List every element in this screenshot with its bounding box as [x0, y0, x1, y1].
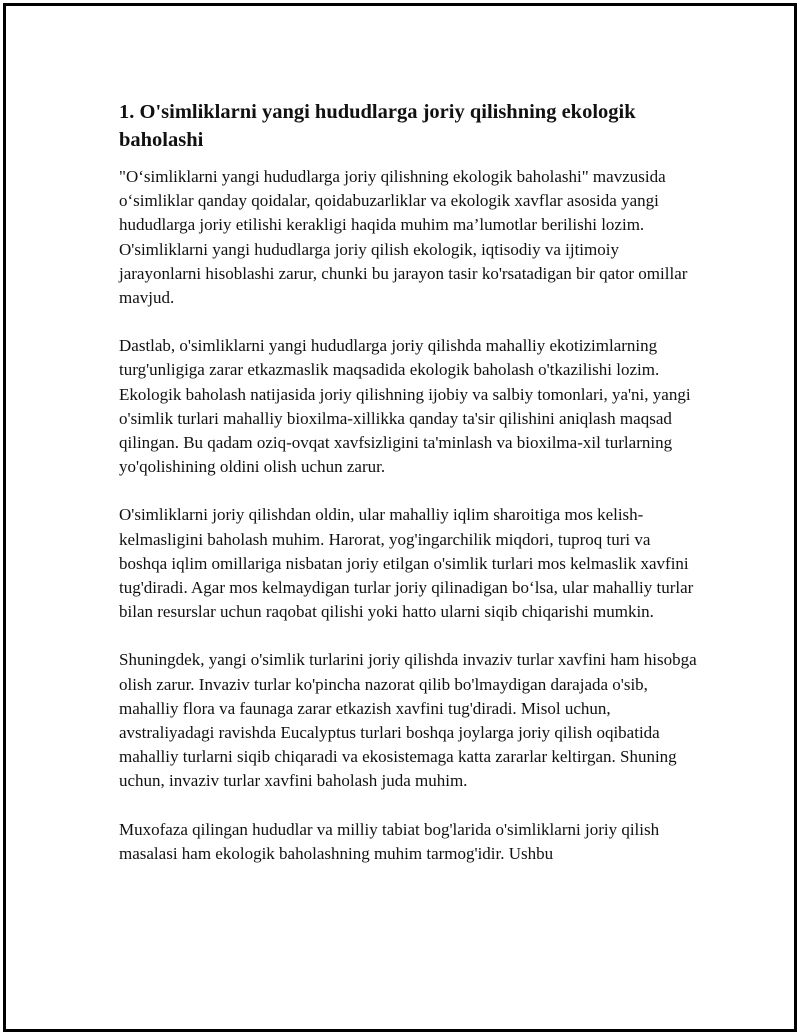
document-body: [119, 98, 699, 890]
paragraph-intro: "O‘simliklarni yangi hududlarga joriy qilishning ekologik baholashi" mavzusida o‘simliklar qanday qoidalar, qoidabuzarliklar va ekologik xavflar asosida yangi hududlarga joriy etilishi kerakligi haqida muhim ma’lumotlar berilishi lozim. O'simliklarni yangi hududlarga joriy qilish ekologik, iqtisodiy va ijtimoiy jarayonlarni hisoblashi zarur, chunki bu jarayon tasir ko'rsatadigan bir qator omillar mavjud.: [119, 167, 688, 308]
page-frame: [3, 3, 797, 1032]
paragraph-protected-areas: Muxofaza qilingan hududlar va milliy tabiat bog'larida o'simliklarni joriy qilish masalasi ham ekologik baholashning muhim tarmog'idir. Ushbu: [119, 819, 660, 863]
paragraph-invasive: Shuningdek, yangi o'simlik turlarini joriy qilishda invaziv turlar xavfini ham hisobga olish zarur. Invaziv turlar ko'pincha nazorat qilib bo'lmaydigan darajada o'sib, mahalliy flora va faunaga zarar etkazish xavfini tug'diradi. Misol uchun, avstraliyadagi ravishda Eucalyptus turlari boshqa joylarga joriy qilish oqibatida mahalliy turlarni siqib chiqaradi va ekosistemaga katta zararlar keltirgan. Shuning uchun, invaziv turlar xavfini baholash juda muhim.: [119, 650, 697, 791]
paragraph-assessment: Dastlab, o'simliklarni yangi hududlarga joriy qilishda mahalliy ekotizimlarning turg'unligiga zarar etkazmaslik maqsadida ekologik baholash o'tkazilishi lozim. Ekologik baholash natijasida joriy qilishning ijobiy va salbiy tomonlari, ya'ni, yangi o'simlik turlari mahalliy bioxilma-xillikka qanday ta'sir qilishini aniqlash maqsad qilingan. Bu qadam oziq-ovqat xavfsizligini ta'minlash va bioxilma-xil turlarning yo'qolishining oldini olish uchun zarur.: [119, 336, 691, 477]
section-heading: 1. O'simliklarni yangi hududlarga joriy qilishning ekologik baholashi: [119, 101, 636, 151]
paragraph-climate: O'simliklarni joriy qilishdan oldin, ular mahalliy iqlim sharoitiga mos kelish-kelmasligini baholash muhim. Harorat, yog'ingarchilik miqdori, tuproq turi va boshqa iqlim omillariga nisbatan joriy etilgan o'simlik turlari mos kelmaslik xavfini tug'diradi. Agar mos kelmaydigan turlar joriy qilinadigan bo‘lsa, ular mahalliy turlar bilan resurslar uchun raqobat qilishi yoki hatto ularni siqib chiqarishi mumkin.: [119, 505, 694, 622]
